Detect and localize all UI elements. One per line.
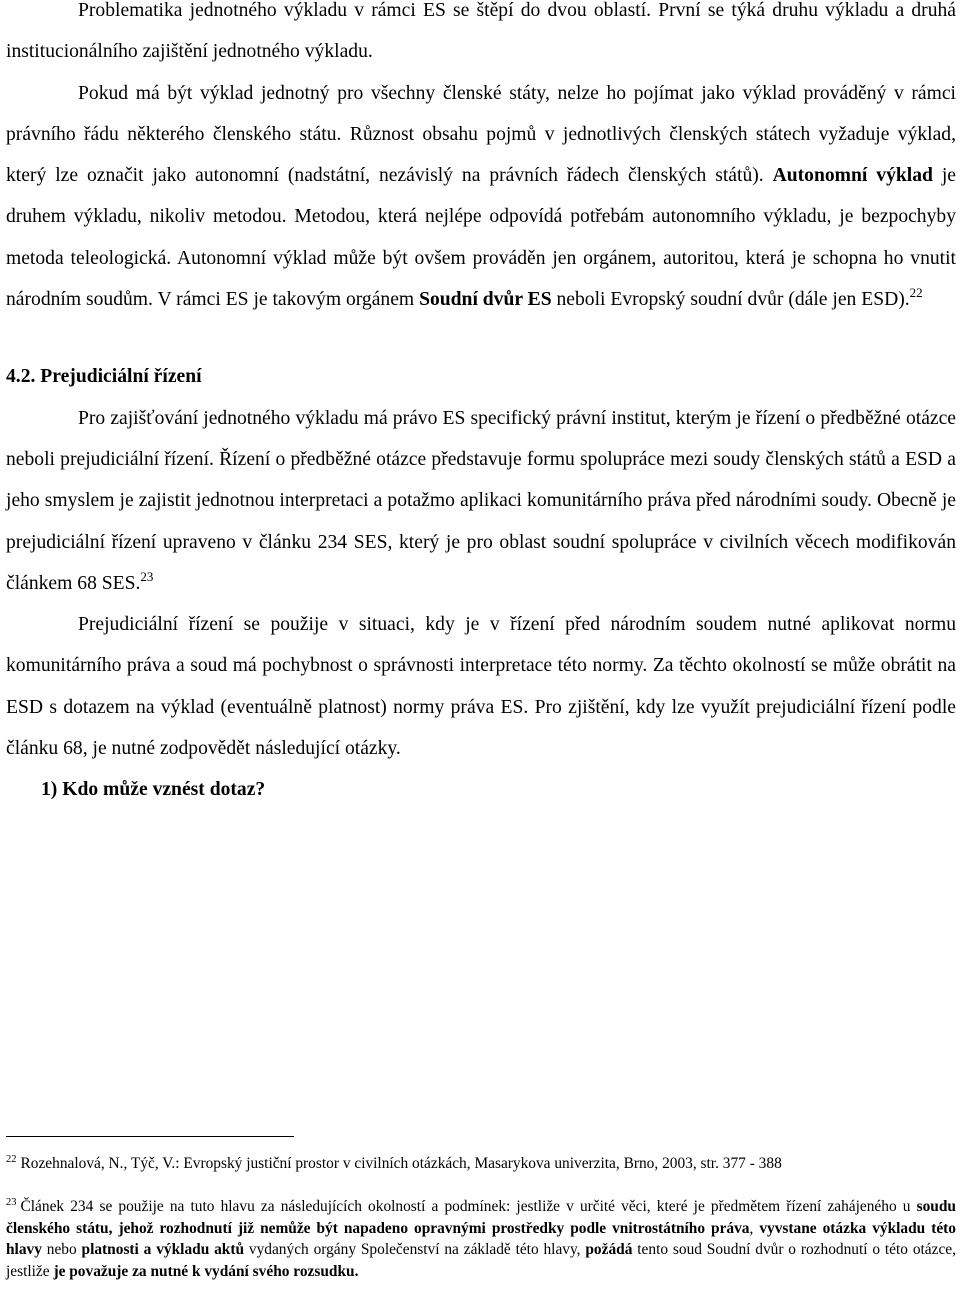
paragraph-text: Problematika jednotného výkladu v rámci ES se štěpí do dvou oblastí. První se týká druhu výkladu a druhá institucionálního zajištění jednotného výkladu. [6,0,956,63]
footnote-number: 23 [6,1197,17,1208]
footnote-text: Rozehnalová, N., Týč, V.: Evropský justiční prostor v civilních otázkách, Masarykova univerzita, Brno, 2003, str. 377 - 388 [20,1155,782,1172]
footnote-text: nebo [41,1241,82,1259]
footnote-text: vydaných orgány Společenství na základě této hlavy, [244,1241,586,1259]
footnote-bold: vyvstane otázka výkladu této hlavy [6,1219,957,1259]
footnote-bold: platnosti a výkladu aktů [81,1241,245,1259]
footnote-ref-22[interactable]: 22 [909,285,923,301]
question-heading-1: 1) Kdo může vznést dotaz? [41,779,266,801]
main-text [6,0,956,811]
footnote-22 [6,1153,956,1175]
paragraph-text: Pro zajišťování jednotného výkladu má právo ES specifický právní institut, kterým je řízení o předběžné otázce neboli prejudiciální řízení. Řízení o předběžné otázce představuje formu spolupráce mezi soudy členských států a ESD a jeho smyslem je zajistit jednotnou interpretaci a potažmo aplikaci komunitárního práva před národními soudy. Obecně je prejudiciální řízení upraveno v článku 234 SES, který je pro oblast soudní spolupráce v civilních věcech modifikován článkem 68 SES. [6,407,956,594]
footnote-text: , [749,1219,760,1237]
footnote-text: Článek 234 se použije na tuto hlavu za následujících okolností a podmínek: jestliže v určité věci, které je předmětem řízení zahájeného u [20,1198,917,1215]
paragraph-text: Pokud má být výklad jednotný pro všechny členské státy, nelze ho pojímat jako výklad prováděný v rámci právního řádu některého členského státu. Různost obsahu pojmů v jednotlivých členských státech vyžaduje výklad, který lze označit jako autonomní (nadstátní, nezávislý na právních řádech členských států). [6,82,956,187]
paragraph-autonomni-vyklad [6,73,956,321]
footnote-bold: je považuje za nutné k vydání svého rozsudku. [53,1263,359,1281]
paragraph-text: Prejudiciální řízení se použije v situaci, kdy je v řízení před národním soudem nutné aplikovat normu komunitárního práva a soud má pochybnost o správnosti interpretace této normy. Za těchto okolností se může obrátit na ESD s dotazem na výklad (eventuálně platnost) normy práva ES. Pro zjištění, kdy lze využít prejudiciální řízení podle článku 68, je nutné zodpovědět následující otázky. [6,614,956,760]
paragraph-text: neboli Evropský soudní dvůr (dále jen ESD). [551,289,910,311]
footnote-text: tento soud Soudní dvůr o rozhodnutí o této otázce, jestliže [6,1241,956,1281]
bold-term-autonomni-vyklad: Autonomní výklad [772,165,933,187]
footnote-number: 22 [6,1154,17,1165]
footnote-23 [6,1196,956,1283]
bold-term-soudni-dvur: Soudní dvůr ES [419,289,552,311]
footnote-ref-23[interactable]: 23 [140,568,154,584]
footnote-separator [6,1136,294,1137]
paragraph-jednotny-vyklad [6,398,956,604]
paragraph-problematika [6,0,956,73]
paragraph-prejudicialni-rizeni [6,604,956,769]
section-heading-4-2: 4.2. Prejudiciální řízení [6,366,202,388]
paragraph-text: je druhem výkladu, nikoliv metodou. Metodou, která nejlépe odpovídá potřebám autonomního výkladu, je bezpochyby metoda teleologická. Autonomní výklad může být ovšem prováděn jen orgánem, autoritou, která je schopna ho vnutit národním soudům. V rámci ES je takovým orgánem [6,165,956,311]
footnote-bold: požádá [585,1241,633,1259]
footnote-bold: soudu členského státu, jehož rozhodnutí již nemůže být napadeno opravnými prostředky podle vnitrostátního práva [6,1198,956,1237]
